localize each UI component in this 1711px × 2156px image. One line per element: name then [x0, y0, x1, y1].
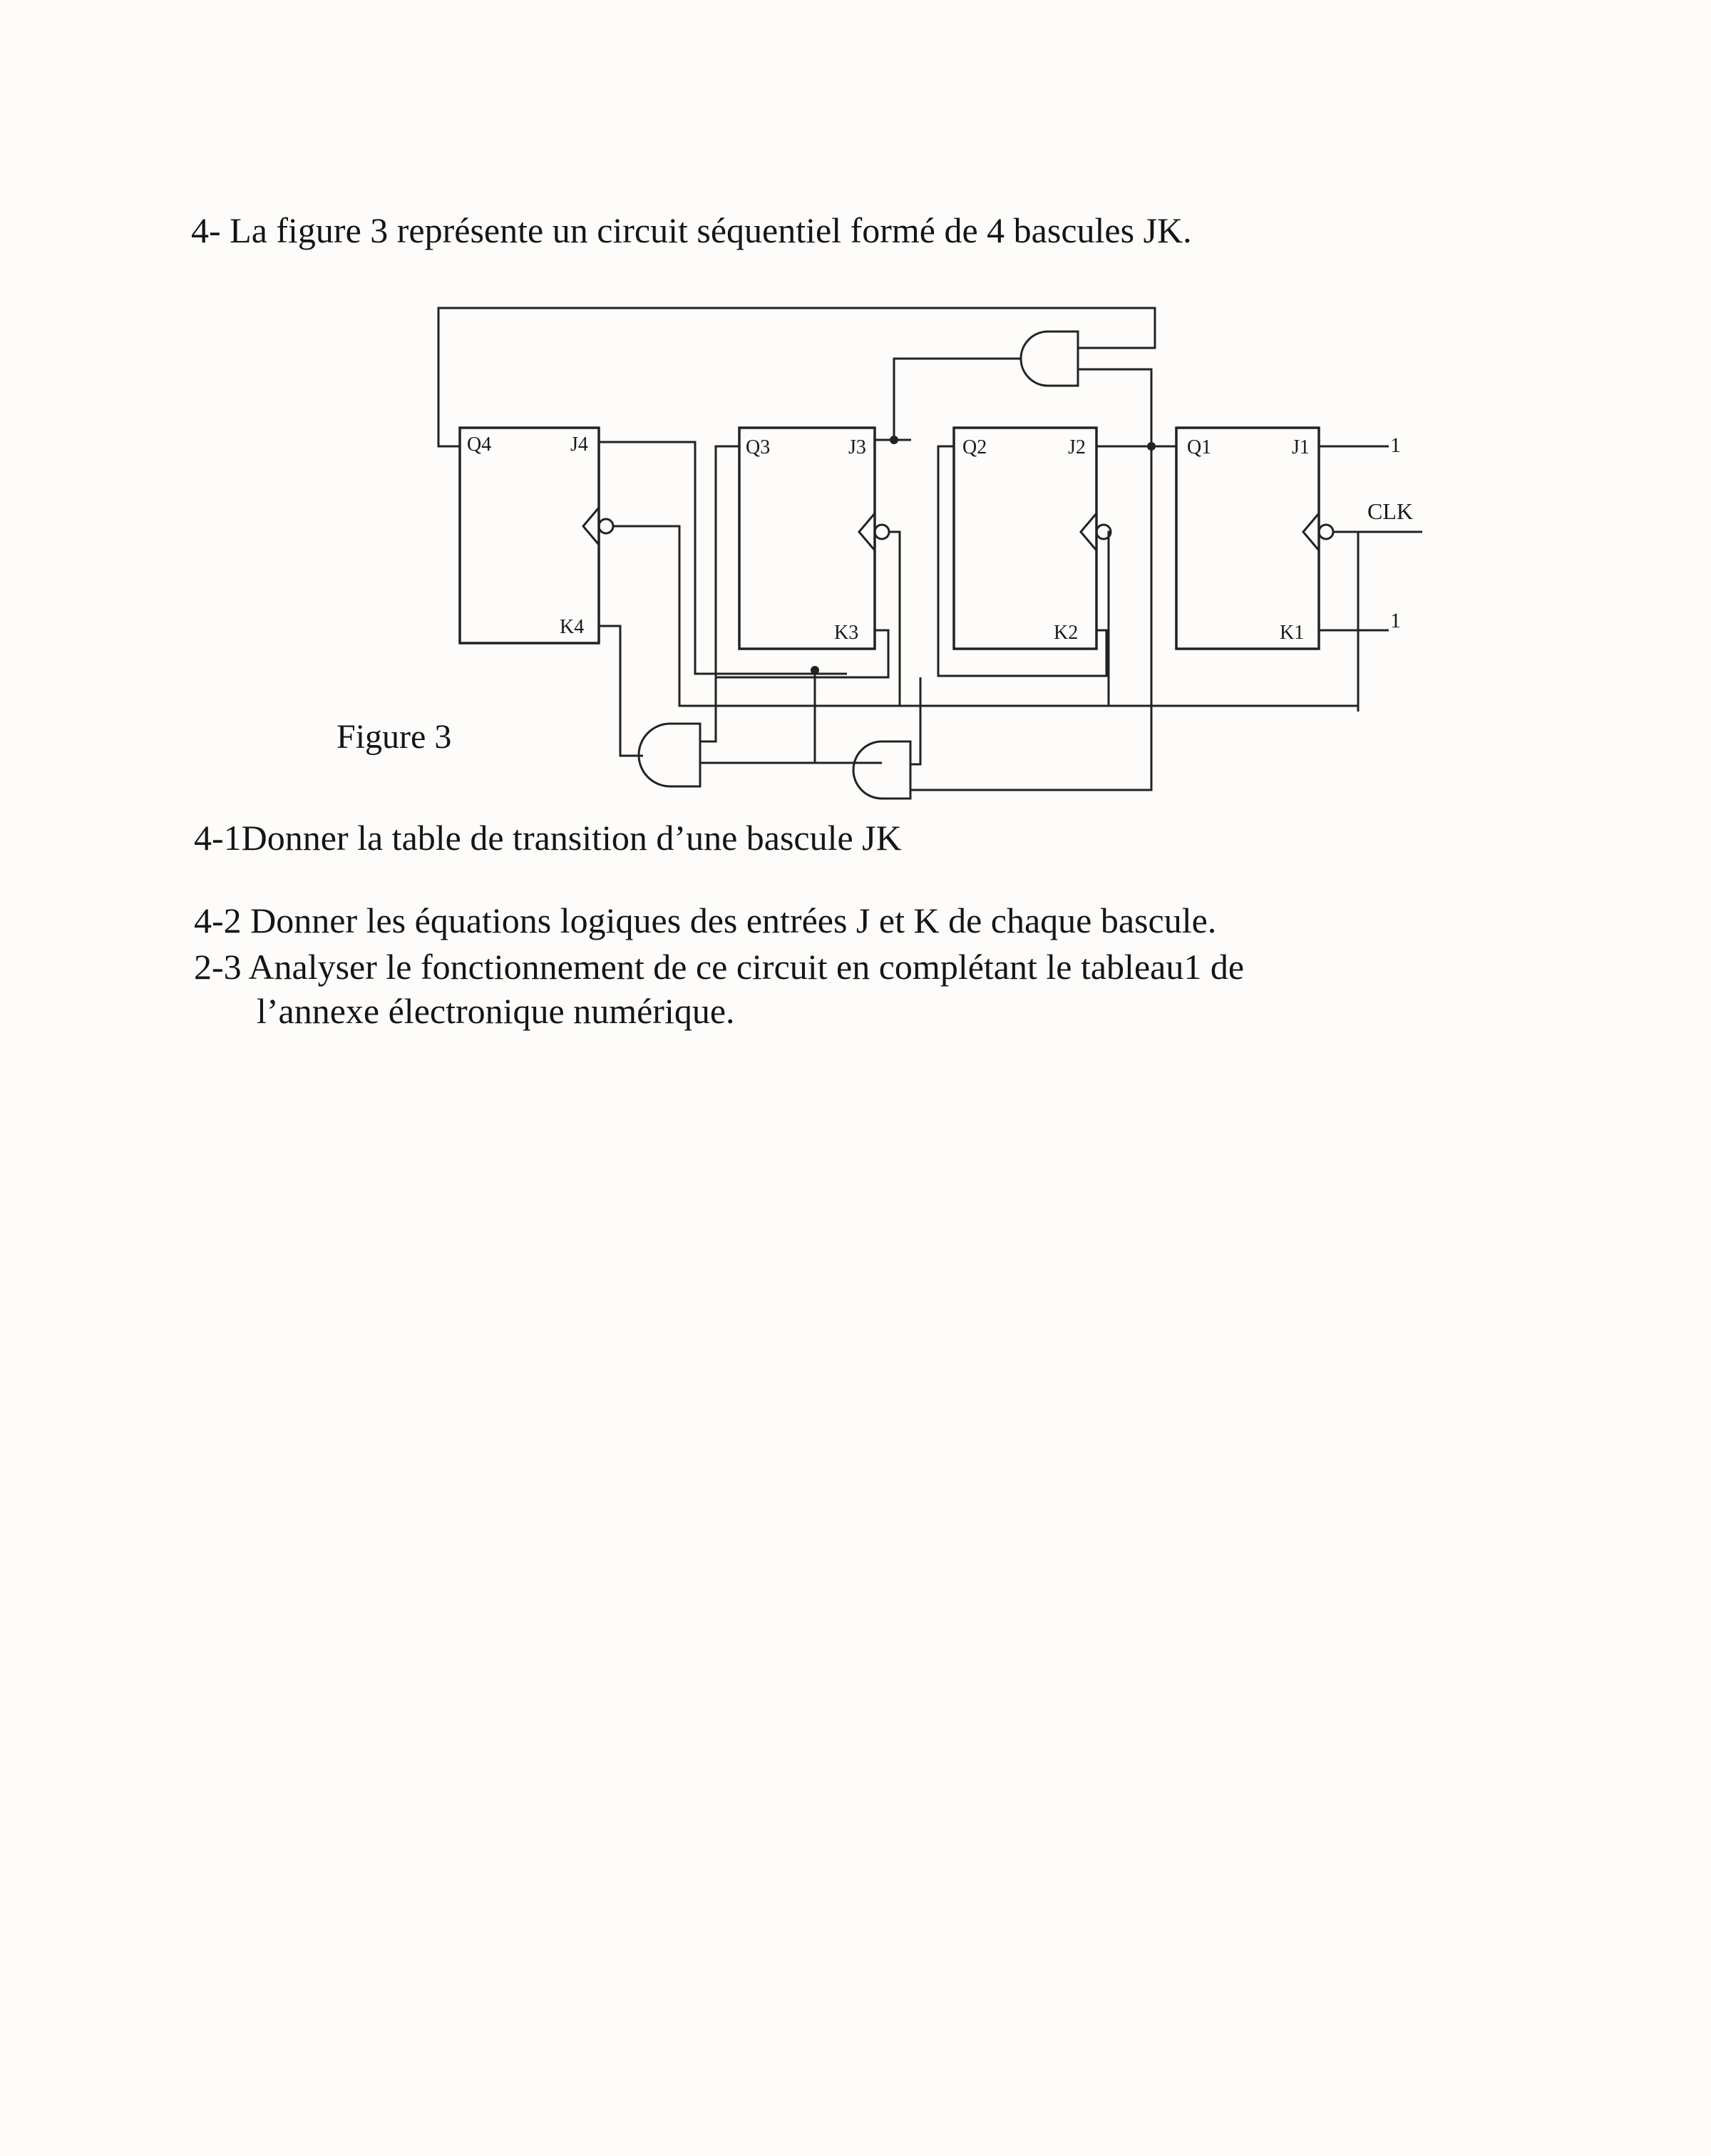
ff3-j-label: J3	[848, 436, 866, 458]
junction-dot	[890, 436, 898, 444]
ff4-k-label: K4	[560, 616, 585, 638]
and-gate-top	[1021, 332, 1078, 386]
flipflop-1-body	[1176, 428, 1319, 649]
figure-caption: Figure 3	[336, 718, 452, 756]
ff4-q-label: Q4	[467, 433, 492, 456]
flipflop-3-body	[739, 428, 875, 649]
junction-dot	[1147, 442, 1156, 451]
and-gate-bottom-right	[853, 741, 910, 799]
question-4-1: 4-1Donner la table de transition d’une bascule JK	[194, 818, 902, 858]
flipflop-2-body	[954, 428, 1096, 649]
and-gate-bottom-left	[639, 724, 700, 786]
ff3-k-label: K3	[834, 622, 859, 644]
ff3-q-label: Q3	[746, 436, 771, 458]
ff1-k-label: K1	[1280, 622, 1305, 644]
clock-input-label: CLK	[1367, 498, 1413, 524]
question-2-3-line2: l’annexe électronique numérique.	[257, 991, 735, 1031]
flipflop-4-body	[460, 428, 599, 643]
j1-constant-label: 1	[1390, 433, 1401, 457]
ff2-q-label: Q2	[962, 436, 987, 458]
question-4-2: 4-2 Donner les équations logiques des entrées J et K de chaque bascule.	[194, 900, 1217, 940]
ff2-j-label: J2	[1068, 436, 1086, 458]
question-2-3-line1: 2-3 Analyser le fonctionnement de ce circuit en complétant le tableau1 de	[194, 947, 1245, 987]
ff2-k-label: K2	[1054, 622, 1079, 644]
circuit-wires	[438, 308, 1358, 790]
k1-constant-label: 1	[1390, 609, 1401, 632]
ff4-j-label: J4	[570, 433, 588, 456]
junction-dot	[811, 666, 819, 674]
circuit-diagram	[0, 0, 1711, 827]
question-intro: 4- La figure 3 représente un circuit séquentiel formé de 4 bascules JK.	[191, 210, 1192, 250]
ff1-j-label: J1	[1292, 436, 1310, 458]
ff1-q-label: Q1	[1187, 436, 1212, 458]
